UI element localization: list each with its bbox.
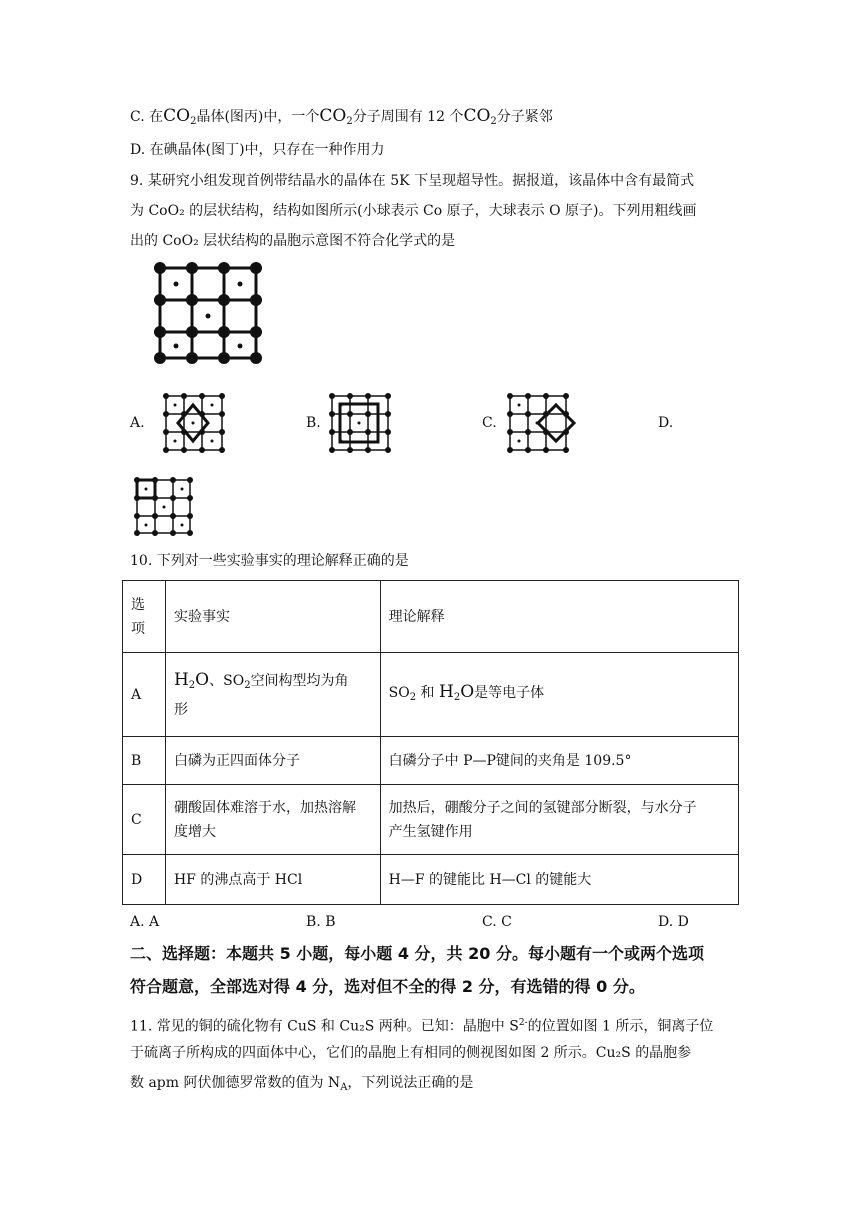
q9-option-a-figure [160, 390, 230, 456]
q10-answer-b: B. B [306, 914, 336, 930]
header-fact: 实验事实 [165, 581, 380, 653]
q9-option-b-label: B. [306, 415, 321, 431]
q10-answer-a: A. A [130, 914, 160, 930]
question-10-stem: 10. 下列对一些实验事实的理论解释正确的是 [130, 553, 409, 569]
q10-answer-d: D. D [658, 914, 689, 930]
q9-option-c-label: C. [482, 415, 497, 431]
q10-answer-c: C. C [482, 914, 512, 930]
table-row: D HF 的沸点高于 HCl H—F 的键能比 H—Cl 的键能大 [123, 855, 739, 905]
header-theory: 理论解释 [380, 581, 738, 653]
table-row: B 白磷为正四面体分子 白磷分子中 P—P键间的夹角是 109.5° [123, 737, 739, 785]
question-11-line-3: 数 apm 阿伏伽德罗常数的值为 $N_A$，下列说法正确的是 [130, 1075, 474, 1093]
table-row: C 硼酸固体难溶于水，加热溶解 度增大 加热后，硼酸分子之间的氢键部分断裂，与水分子 产生氢键作用 [123, 785, 739, 855]
question-9-line-1: 9. 某研究小组发现首例带结晶水的晶体在 5K 下呈现超导性。据报道，该晶体中含有最简式 [130, 173, 695, 189]
q10-table [122, 580, 739, 905]
option-d-line: D. 在碘晶体(图丁)中，只存在一种作用力 [130, 142, 385, 158]
q9-option-a-label: A. [130, 415, 145, 431]
q9-option-c-figure [504, 390, 584, 456]
option-c-line: C. 在$CO_2$晶体(图丙)中，一个$CO_2$分子周围有 12 个$CO_2$分子紧邻 [130, 106, 553, 127]
q9-option-d-label: D. [658, 415, 674, 431]
q9-option-b-figure [326, 390, 396, 456]
table-row: A $H_2O$、$SO_2$空间构型均为角 形 $SO_2$ 和 $H_2O$是等电子体 [123, 653, 739, 737]
table-header-row [123, 581, 739, 653]
question-11-line-2: 于硫离子所构成的四面体中心，它们的晶胞上有相同的侧视图如图 2 所示。Cu₂S 的晶胞参 [130, 1045, 692, 1061]
coo2-layer-figure [150, 258, 270, 368]
section-2-heading-line-2: 符合题意，全部选对得 4 分，选对但不全的得 2 分，有选错的得 0 分。 [130, 977, 645, 996]
question-11-line-1: 11. 常见的铜的硫化物有 CuS 和 Cu₂S 两种。已知：晶胞中 $S^{2-}$的位置如图 1 所示，铜离子位 [130, 1018, 714, 1035]
question-9-line-3: 出的 CoO₂ 层状结构的晶胞示意图不符合化学式的是 [130, 233, 456, 249]
question-9-line-2: 为 CoO₂ 的层状结构，结构如图所示(小球表示 Co 原子，大球表示 O 原子)。下列用粗线画 [130, 203, 697, 219]
q9-option-d-figure [132, 475, 196, 539]
section-2-heading-line-1: 二、选择题：本题共 5 小题，每小题 4 分，共 20 分。每小题有一个或两个选项 [130, 944, 704, 963]
header-option: 选 项 [123, 581, 166, 653]
